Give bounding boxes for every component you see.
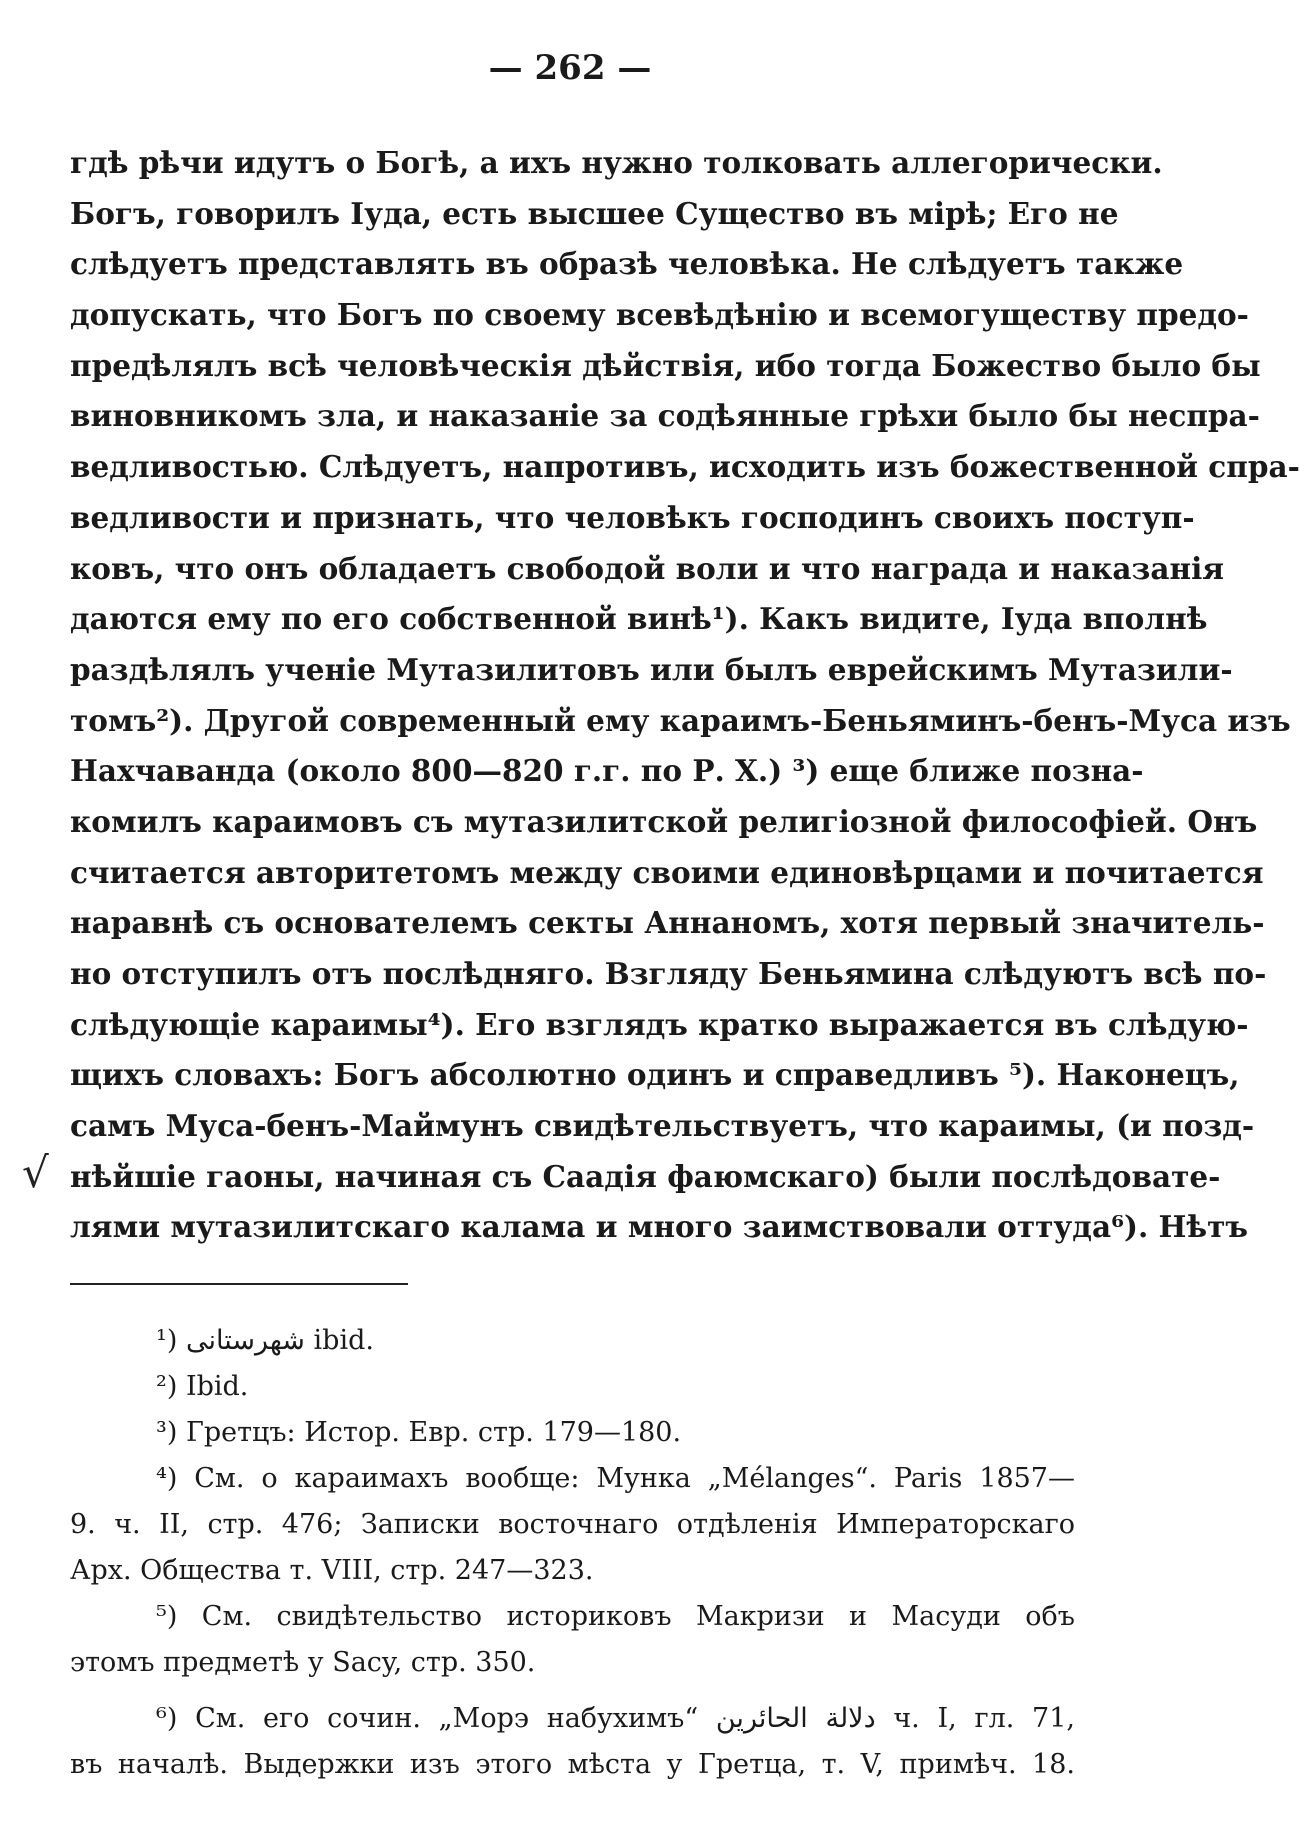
body-line: ведливостью. Слѣдуетъ, напротивъ, исходить изъ божественной спра- <box>70 449 1300 485</box>
body-line: щихъ словахъ: Богъ абсолютно одинъ и справедливъ ⁵). Наконецъ, <box>70 1057 1240 1093</box>
footnote-3: ³) Гретцъ: Истор. Евр. стр. 179—180. <box>156 1417 682 1448</box>
body-line: ведливости и признать, что человѣкъ господинъ своихъ поступ- <box>70 499 1195 535</box>
body-text <box>70 138 1300 1253</box>
body-line: виновникомъ зла, и наказаніе за содѣянные грѣхи было бы неспра- <box>70 398 1260 434</box>
footnote-4-cont: 9. ч. II, стр. 476; Записки восточнаго отдѣленія Императорскаго <box>70 1509 1075 1540</box>
body-line: гдѣ рѣчи идутъ о Богѣ, а ихъ нужно толковать аллегорически. <box>70 145 1163 180</box>
footnote-6: ⁶) См. его сочин. „Морэ набухимъ“ دلالة الحائرين ч. I, гл. 71, <box>156 1703 1075 1734</box>
body-line: даются ему по его собственной винѣ¹). Какъ видите, Іуда вполнѣ <box>70 601 1208 637</box>
body-line: комилъ караимовъ съ мутазилитской религіозной философіей. Онъ <box>70 803 1258 839</box>
body-line: слѣдующіе караимы⁴). Его взглядъ кратко выражается въ слѣдую- <box>70 1006 1249 1042</box>
body-line: самъ Муса-бенъ-Маймунъ свидѣтельствуетъ, что караимы, (и позд- <box>70 1108 1255 1144</box>
body-line: ковъ, что онъ обладаетъ свободой воли и что награда и наказанія <box>70 550 1225 586</box>
margin-annotation-mark: √ <box>22 1148 49 1197</box>
body-line: томъ²). Другой современный ему караимъ-Беньяминъ-бенъ-Муса изъ <box>70 702 1291 738</box>
body-line: раздѣлялъ ученіе Мутазилитовъ или былъ еврейскимъ Мутазили- <box>70 651 1233 687</box>
footnote-4: ⁴) См. о караимахъ вообще: Мунка „Mélanges“. Paris 1857— <box>156 1463 1075 1494</box>
body-line: лями мутазилитскаго калама и много заимствовали оттуда⁶). Нѣтъ <box>70 1209 1249 1245</box>
footnote-5-cont: этомъ предметѣ у Sacy, стр. 350. <box>70 1647 536 1678</box>
body-line: но отступилъ отъ послѣдняго. Взгляду Беньямина слѣдуютъ всѣ по- <box>70 956 1267 991</box>
footnote-4-cont: Арх. Общества т. VIII, стр. 247—323. <box>70 1555 594 1586</box>
body-line: наравнѣ съ основателемъ секты Аннаномъ, хотя первый значитель- <box>70 905 1265 941</box>
body-line: слѣдуетъ представлять въ образѣ человѣка. Не слѣдуетъ также <box>70 246 1184 282</box>
footnote-6-cont: въ началѣ. Выдержки изъ этого мѣста у Гретца, т. V, примѣч. 18. <box>70 1749 1075 1780</box>
footnote-5: ⁵) См. свидѣтельство историковъ Макризи и Масуди объ <box>156 1601 1075 1632</box>
body-line: допускать, что Богъ по своему всевѣдѣнію и всемогуществу предо- <box>70 297 1249 333</box>
body-line: Богъ, говорилъ Іуда, есть высшее Существо въ мірѣ; Его не <box>70 195 1119 231</box>
body-line: нѣйшіе гаоны, начиная съ Саадія фаюмскаго) были послѣдовате- <box>70 1158 1221 1194</box>
footnote-divider <box>70 1283 408 1285</box>
body-line: предѣлялъ всѣ человѣческія дѣйствія, ибо тогда Божество было бы <box>70 347 1261 383</box>
footnote-1: ¹) شهرستانی ibid. <box>156 1325 374 1356</box>
page-number: — 262 — <box>488 48 652 88</box>
body-line: Нахчаванда (около 800—820 г.г. по Р. Х.) ³) еще ближе позна- <box>70 753 1144 789</box>
body-line: считается авторитетомъ между своими единовѣрцами и почитается <box>70 854 1264 890</box>
footnotes <box>70 1318 1075 1788</box>
footnote-2: ²) Ibid. <box>156 1371 249 1402</box>
